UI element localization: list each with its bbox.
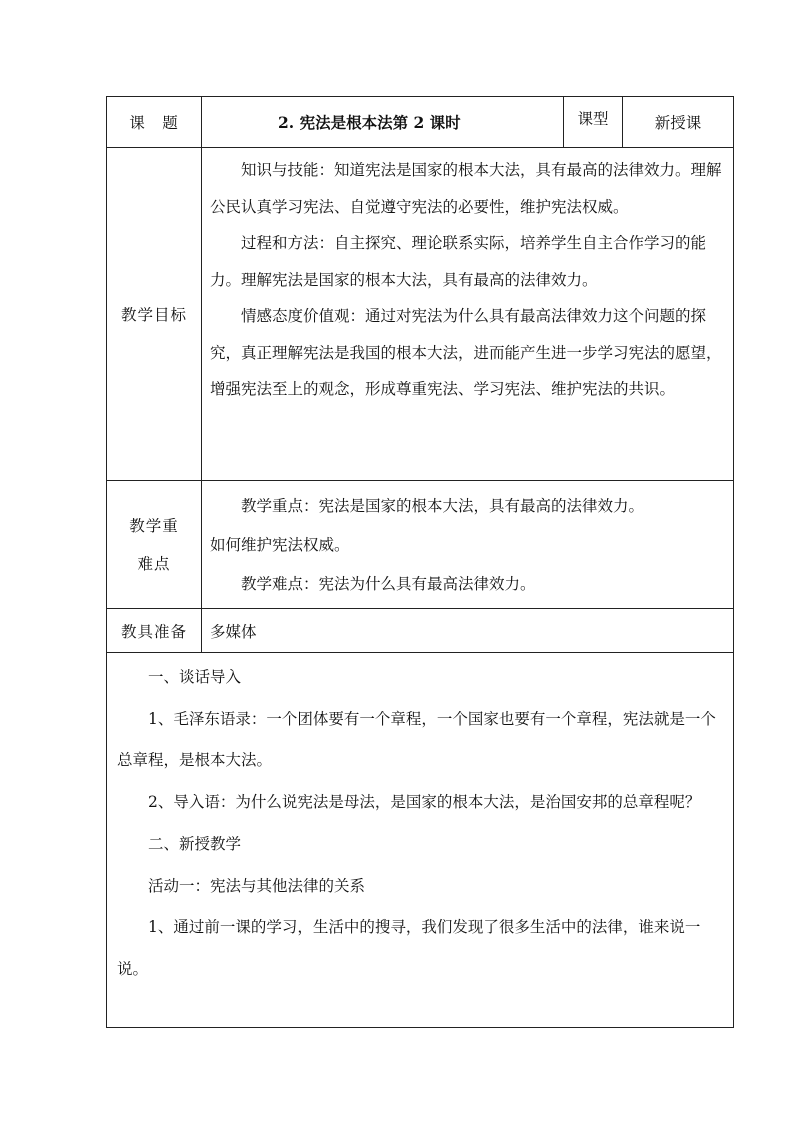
process-section-new: 二、新授教学 <box>148 834 242 853</box>
process-section-intro: 一、谈话导入 <box>148 668 242 686</box>
topic-label: 课 题 <box>107 97 202 148</box>
header-row <box>107 97 734 148</box>
objective-knowledge: 知识与技能：知道宪法是国家的根本大法，具有最高的法律效力。理解公民认真学习宪法、自觉遵守宪法的必要性，维护宪法权威。 <box>210 161 722 216</box>
process-lead-in: 2、导入语：为什么说宪法是母法，是国家的根本大法，是治国安邦的总章程呢？ <box>148 793 701 812</box>
materials-row <box>107 609 734 653</box>
objectives-row <box>107 148 734 481</box>
objectives-content <box>202 148 734 481</box>
objective-values: 情感态度价值观：通过对宪法为什么具有最高法律效力这个问题的探究，真正理解宪法是我国的根本大法，进而能产生进一步学习宪法的愿望，增强宪法至上的观念，形成尊重宪法、学习宪法、维护宪法的共识。 <box>210 307 722 398</box>
teaching-focus-cont: 如何维护宪法权威。 <box>210 536 350 554</box>
key-points-label-line2: 难点 <box>137 554 171 573</box>
key-points-label <box>107 481 202 609</box>
process-row <box>107 653 734 1028</box>
objective-process: 过程和方法：自主探究、理论联系实际，培养学生自主合作学习的能力。理解宪法是国家的根本大法，具有最高的法律效力。 <box>210 234 707 289</box>
objectives-label: 教学目标 <box>107 148 202 481</box>
lesson-plan-table <box>106 96 734 1028</box>
materials-value: 多媒体 <box>202 609 734 653</box>
materials-label: 教具准备 <box>107 609 202 653</box>
key-points-row <box>107 481 734 609</box>
type-label: 课型 <box>564 97 623 148</box>
lesson-title: 2. 宪法是根本法第 2 课时 <box>202 97 564 148</box>
teaching-focus: 教学重点：宪法是国家的根本大法，具有最高的法律效力。 <box>241 497 645 515</box>
teaching-difficulty: 教学难点：宪法为什么具有最高法律效力。 <box>241 575 536 593</box>
process-activity-1: 活动一：宪法与其他法律的关系 <box>148 876 366 895</box>
key-points-label-line1: 教学重 <box>129 516 179 535</box>
key-points-content <box>202 481 734 609</box>
lesson-type: 新授课 <box>623 97 734 148</box>
teaching-process <box>107 653 734 1028</box>
process-step-1: 1、通过前一课的学习，生活中的搜寻，我们发现了很多生活中的法律，谁来说一说。 <box>117 918 701 978</box>
process-quote: 1、毛泽东语录：一个团体要有一个章程，一个国家也要有一个章程，宪法就是一个总章程，是根本大法。 <box>117 709 716 770</box>
